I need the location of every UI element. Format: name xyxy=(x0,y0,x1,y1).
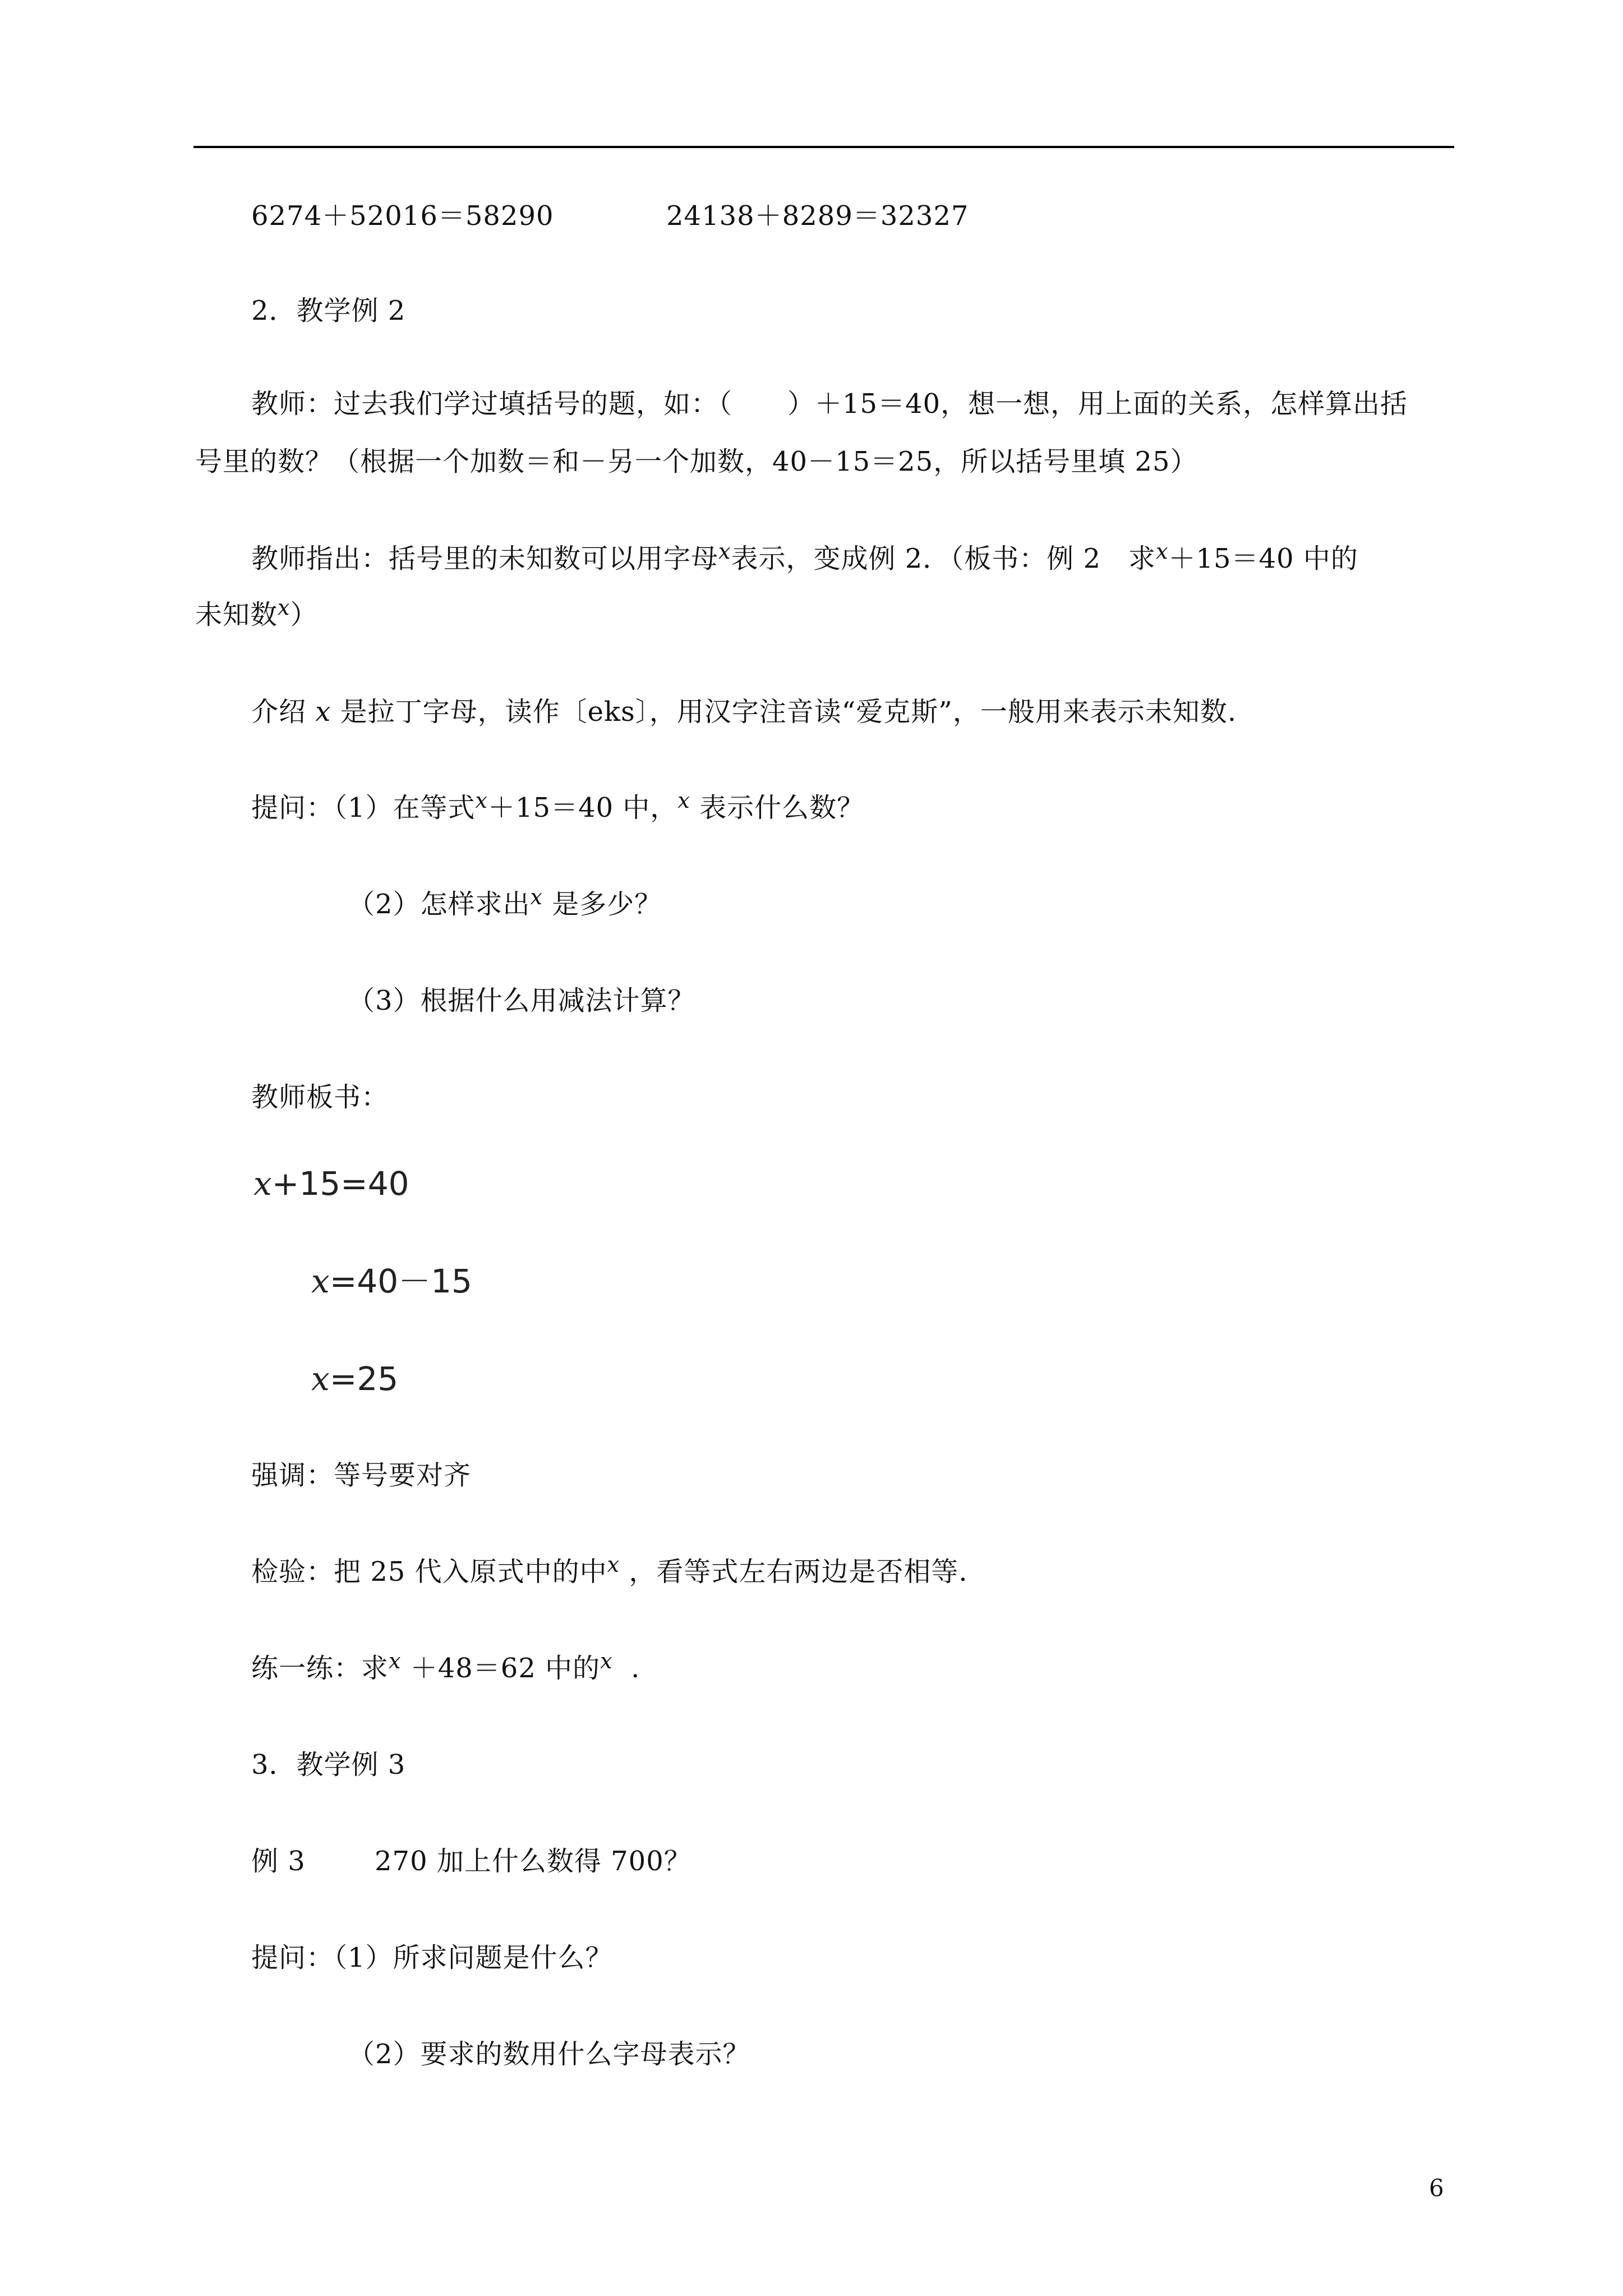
variable-x: x xyxy=(475,788,488,813)
paragraph-teacher-2-text-b: 表示，变成例 2．（板书：例 2 求 xyxy=(731,543,1156,574)
board-equation-1 xyxy=(253,1164,409,1203)
paragraph-teacher-2-text-e: ） xyxy=(290,599,318,631)
practice-paragraph xyxy=(251,1651,640,1687)
header-rule xyxy=(193,146,1454,148)
variable-x: x xyxy=(311,1360,330,1398)
question-2-text-b: 是多少？ xyxy=(552,889,662,920)
paragraph-teacher-2-text-d: 未知数 xyxy=(195,599,278,631)
variable-x: x xyxy=(253,1165,272,1203)
question-1-text-c: 表示什么数？ xyxy=(699,792,865,823)
variable-x: x xyxy=(718,539,731,564)
example-3-question-1: 提问：（1）所求问题是什么？ xyxy=(251,1942,613,1973)
board-equation-3-rest: =25 xyxy=(329,1360,399,1398)
check-text-b: ，看等式左右两边是否相等. xyxy=(629,1556,968,1588)
variable-x: x xyxy=(530,885,543,909)
variable-x: x xyxy=(1156,539,1169,564)
practice-text-a: 练一练：求 xyxy=(251,1653,389,1684)
question-2-text-a: （2）怎样求出 xyxy=(348,889,531,920)
emphasis-note: 强调：等号要对齐 xyxy=(251,1460,472,1491)
question-3: （3）根据什么用减法计算？ xyxy=(348,985,695,1016)
example-3-text: 270 加上什么数得 700？ xyxy=(375,1846,691,1877)
paragraph-teacher-2-text-a: 教师指出：括号里的未知数可以用字母 xyxy=(251,543,719,574)
board-equation-1-rest: +15=40 xyxy=(271,1165,409,1203)
board-equation-2-rest: =40－15 xyxy=(329,1262,472,1300)
variable-x: x xyxy=(389,1649,402,1673)
section-2-title: 2．教学例 2 xyxy=(251,295,406,326)
equation-left: 6274＋52016＝58290 xyxy=(251,200,554,232)
question-1-text-a: 提问：（1）在等式 xyxy=(251,792,476,823)
practice-text-b: ＋48＝62 中的 xyxy=(410,1653,601,1684)
page-number: 6 xyxy=(1429,2174,1444,2202)
board-equation-3 xyxy=(311,1359,398,1398)
paragraph-intro-x xyxy=(251,695,1237,729)
intro-text-b: 是拉丁字母，读作〔eks〕，用汉字注音读“爱克斯”，一般用来表示未知数. xyxy=(340,696,1237,728)
example-3-label: 例 3 xyxy=(251,1846,306,1877)
variable-x: x xyxy=(607,1552,620,1577)
intro-text-a: 介绍 xyxy=(251,696,307,728)
variable-x: x xyxy=(600,1649,613,1673)
practice-text-c: . xyxy=(631,1653,640,1684)
variable-x: x xyxy=(311,1262,330,1300)
section-3-title: 3．教学例 3 xyxy=(251,1749,406,1780)
variable-x: x xyxy=(315,696,331,728)
paragraph-teacher-2-line-2 xyxy=(195,595,318,633)
paragraph-teacher-1-line-1: 教师：过去我们学过填括号的题，如：（ ）＋15＝40，想一想，用上面的关系，怎样算出括 xyxy=(251,388,1408,420)
question-2 xyxy=(348,887,662,923)
board-label: 教师板书： xyxy=(251,1082,389,1113)
paragraph-teacher-1-line-2: 号里的数？（根据一个加数＝和－另一个加数，40－15＝25，所以括号里填 25） xyxy=(195,446,1198,477)
question-1-text-b: ＋15＝40 中， xyxy=(487,792,678,823)
question-1 xyxy=(251,788,865,826)
paragraph-teacher-2-line-1 xyxy=(251,539,1358,577)
check-paragraph xyxy=(251,1552,968,1590)
equation-right: 24138＋8289＝32327 xyxy=(666,200,969,232)
board-equation-2 xyxy=(311,1262,472,1301)
example-3-question-2: （2）要求的数用什么字母表示？ xyxy=(348,2039,750,2070)
paragraph-teacher-2-text-c: ＋15＝40 中的 xyxy=(1168,543,1358,574)
variable-x: x xyxy=(677,788,690,813)
check-text-a: 检验：把 25 代入原式中的中 xyxy=(251,1556,607,1588)
variable-x: x xyxy=(278,595,291,620)
